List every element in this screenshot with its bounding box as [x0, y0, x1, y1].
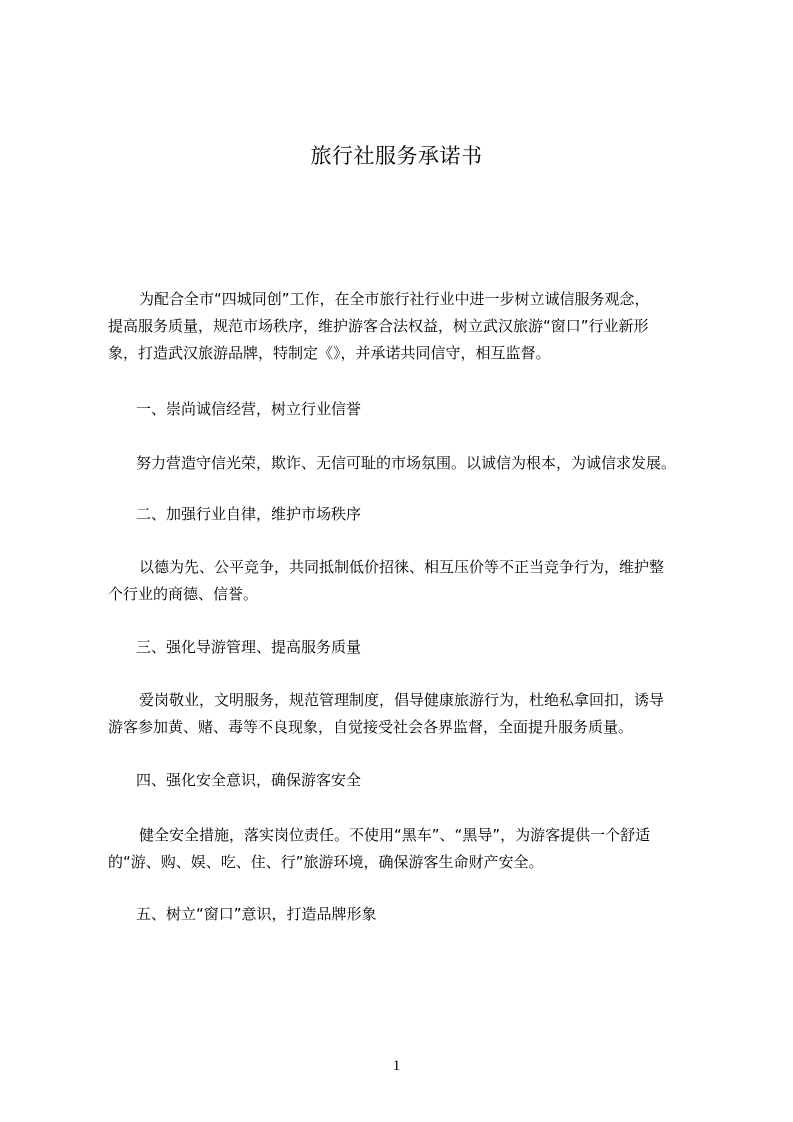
section-3-line-2: 游客参加黄、赌、毒等不良现象，自觉接受社会各界监督，全面提升服务质量。	[108, 718, 634, 736]
section-1-heading: 一、崇尚诚信经营，树立行业信誉	[136, 400, 362, 418]
page-number: 1	[392, 1058, 401, 1074]
intro-line-3: 象，打造武汉旅游品牌，特制定《》，并承诺共同信守，相互监督。	[108, 344, 551, 362]
section-4-line-2: 的“游、购、娱、吃、住、行”旅游环境，确保游客生命财产安全。	[108, 853, 544, 871]
page-title: 旅行社服务承诺书	[310, 144, 483, 168]
section-4-line-1: 健全安全措施，落实岗位责任。不使用“黑车”、“黑导”，为游客提供一个舒适	[139, 826, 651, 844]
section-2-line-1: 以德为先、公平竞争，共同抵制低价招徕、相互压价等不正当竞争行为，维护整	[139, 558, 665, 576]
section-1-line-1: 努力营造守信光荣，欺诈、无信可耻的市场氛围。以诚信为根本，为诚信求发展。	[136, 454, 677, 472]
intro-line-1: 为配合全市“四城同创”工作，在全市旅行社行业中进一步树立诚信服务观念，	[139, 290, 650, 308]
intro-line-2: 提高服务质量，规范市场秩序，维护游客合法权益，树立武汉旅游“窗口”行业新形	[108, 317, 649, 335]
section-2-line-2: 个行业的商德、信誉。	[108, 585, 259, 603]
section-3-line-1: 爱岗敬业，文明服务，规范管理制度，倡导健康旅游行为，杜绝私拿回扣，诱导	[139, 691, 665, 709]
section-2-heading: 二、加强行业自律，维护市场秩序	[136, 505, 362, 523]
section-3-heading: 三、强化导游管理、提高服务质量	[136, 638, 362, 656]
section-5-heading: 五、树立“窗口”意识，打造品牌形象	[136, 905, 377, 923]
section-4-heading: 四、强化安全意识，确保游客安全	[136, 771, 362, 789]
